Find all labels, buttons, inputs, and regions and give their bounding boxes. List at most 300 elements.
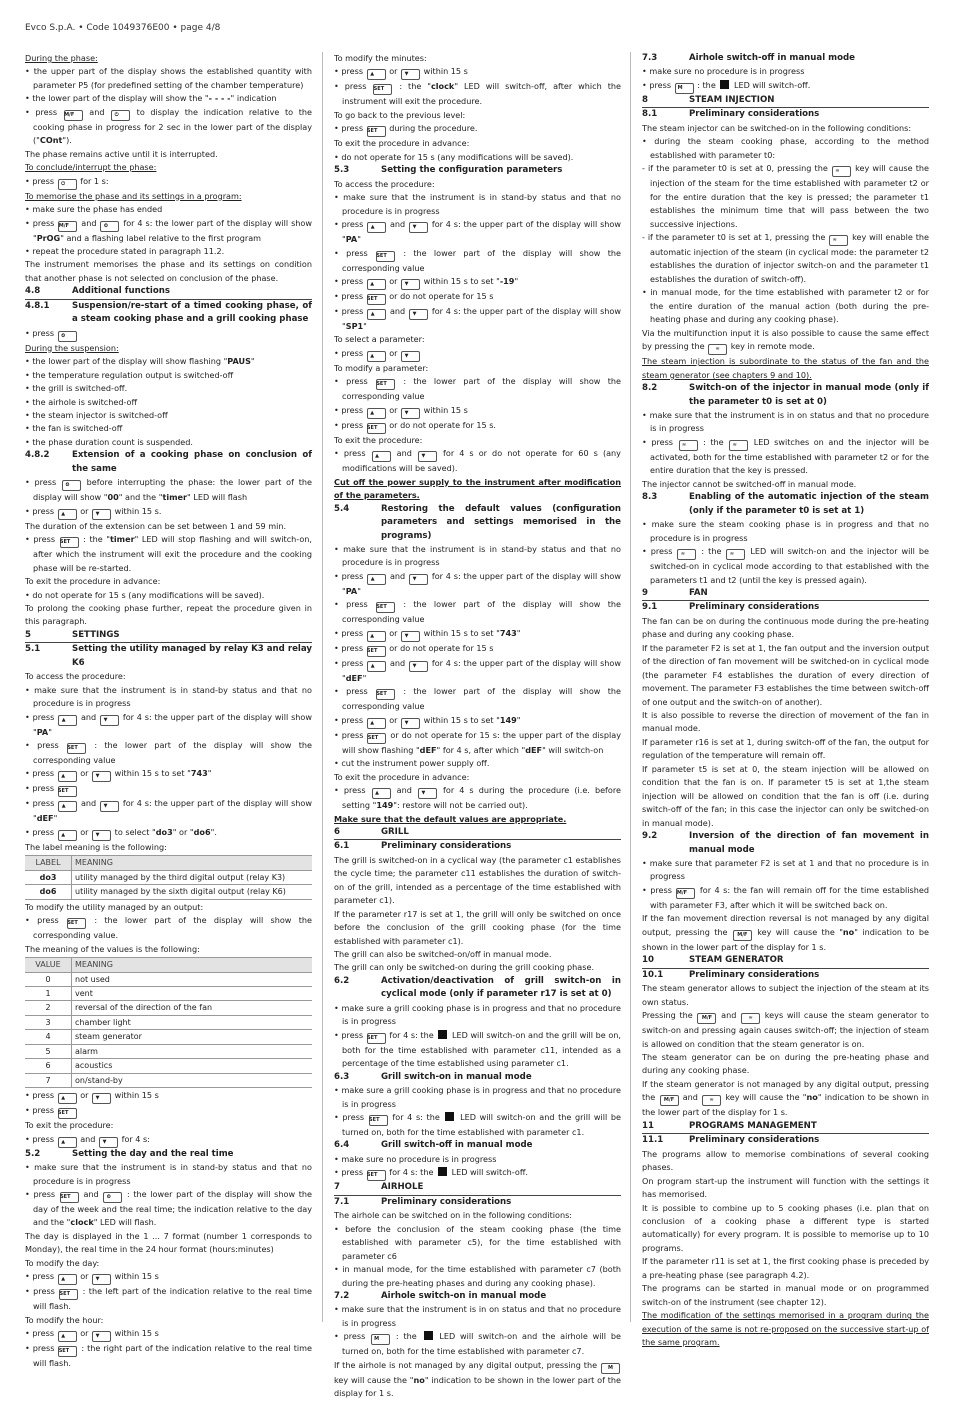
section-heading — [334, 1181, 621, 1195]
section-number: 11.1 — [642, 1135, 664, 1146]
set-key-icon: SET — [367, 423, 386, 434]
section-number: 8.2 — [642, 383, 658, 394]
up-key-icon: ▲ — [367, 309, 386, 320]
steam-key-icon: ≈ — [829, 235, 848, 246]
set-key-icon: SET — [376, 689, 395, 700]
section-title: Grill switch-on in manual mode — [381, 1071, 532, 1082]
section-heading — [642, 52, 929, 65]
bullet-item: • press ▲ or ▼ within 15 s to set "743" — [334, 627, 621, 642]
paragraph: To memorise the phase and its settings in a program: — [25, 190, 242, 201]
section-heading — [25, 1148, 312, 1161]
up-key-icon: ▲ — [58, 801, 77, 812]
bullet-item: • press SET for 4 s: the LED will switch-on and the grill will be turned on, both for the time established with parameter c1. — [334, 1112, 621, 1138]
table-cell: 2 — [25, 1001, 72, 1015]
bullet-item: • make sure that the instrument is in stand-by status and that no procedure is in progress — [25, 684, 312, 709]
bullet-item: • press ▲ and ▼ for 4 s: the upper part of the display will show "PA" — [334, 219, 621, 245]
paragraph: If the airhole is not managed by any digital output, pressing the M key will cause the "no" indication to be shown in the lower part of the display for 1 s. — [334, 1359, 622, 1399]
bullet-item: • press SET or do not operate for 15 s: the upper part of the display will show flashing "dEF" for 4 s, after which "dEF" will switch-on — [334, 729, 621, 755]
bullet-item: • make sure a grill cooking phase is in progress and that no procedure is in progress — [334, 1085, 621, 1109]
bullet-item: • press ▲ and ▼ for 4 s: the upper part of the display will show "PA" — [334, 570, 621, 596]
section-title: Preliminary considerations — [689, 602, 820, 613]
bullet-item: • press ▲ or ▼ to select "do3" or "do6". — [25, 826, 312, 841]
table-cell: acoustics — [72, 1059, 313, 1073]
section-number: 9.1 — [642, 602, 658, 613]
bullet-item: • press SET : the right part of the indication relative to the real time will flash. — [25, 1343, 312, 1369]
bullet-item: • press M/F for 4 s: the fan will remain off for the time established with parameter F3, after which it will be switched back on. — [642, 884, 929, 910]
up-key-icon: ▲ — [58, 830, 77, 841]
set-key-icon: SET — [58, 1346, 77, 1357]
table-row — [25, 1015, 312, 1029]
section-heading — [25, 285, 312, 299]
set-key-icon: SET — [367, 1033, 386, 1044]
section-number: 7.3 — [642, 53, 658, 63]
bullet-item: • press ▲ and ▼ for 4 s or do not operate for 60 s (any modifications will be saved). — [334, 448, 621, 474]
bullet-item: • press ▲ and ▼ for 4 s: the upper part of the display will show "PA" — [25, 711, 312, 737]
bullet-item: • press ▲ or ▼ within 15 s — [25, 1327, 312, 1342]
set-key-icon: SET — [367, 294, 386, 305]
down-key-icon: ▼ — [92, 1093, 111, 1104]
table-header-cell: MEANING — [72, 958, 313, 972]
paragraph: The meaning of the values is the following: — [25, 943, 200, 954]
table-row — [25, 1030, 312, 1044]
section-title: SETTINGS — [72, 629, 120, 640]
set-key-icon: SET — [373, 84, 392, 95]
up-key-icon: ▲ — [58, 715, 77, 726]
down-key-icon: ▼ — [409, 574, 428, 585]
section-title: Inversion of the direction of fan movement in manual mode — [689, 831, 929, 855]
paragraph: The modification of the settings memorised in a program during the execution of the same is not re-proposed on the successive start-up of the same program. — [642, 1310, 929, 1348]
paragraph: If the steam generator is not managed by any digital output, pressing the M/F and ≈ key will cause the "no" indication to be shown in the lower part of the display for 1 s. — [642, 1078, 929, 1118]
table-header-cell: LABEL — [25, 856, 72, 870]
bullet-item: • press M : the LED will switch-off. — [642, 79, 929, 94]
paragraph: To modify the hour: — [25, 1314, 104, 1325]
steam-key-icon: ≈ — [729, 440, 748, 451]
bullet-item: • the airhole is switched-off — [25, 396, 138, 407]
down-key-icon: ▼ — [401, 408, 420, 419]
section-heading — [25, 449, 312, 476]
section-title: Activation/deactivation of grill switch-on in cyclical mode (only if parameter r17 is set at 0) — [381, 975, 621, 1000]
up-key-icon: ▲ — [367, 661, 386, 672]
table-row — [25, 870, 312, 884]
section-number: 4.8 — [25, 286, 41, 297]
up-key-icon: ▲ — [367, 351, 386, 362]
column-right — [642, 52, 929, 1350]
down-key-icon: ▼ — [401, 279, 420, 290]
paragraph: To exit the procedure in advance: — [334, 771, 470, 782]
section-number: 6 — [334, 826, 340, 837]
table-cell: vent — [72, 987, 313, 1001]
bullet-item: • make sure that the instrument is in on status and that no procedure is in progress — [642, 409, 929, 434]
section-title: Enabling of the automatic injection of the steam (only if the parameter t0 is set at 1) — [689, 492, 929, 516]
paragraph: Make sure that the default values are appropriate. — [334, 813, 567, 824]
timer-key-icon: ⏲ — [103, 1192, 122, 1203]
bullet-item: • press ▲ or ▼ within 15 s — [25, 1089, 312, 1104]
steam-key-icon: ≈ — [708, 344, 727, 355]
section-heading — [642, 382, 929, 409]
paragraph: If the parameter F2 is set at 1, the fan output and the inversion output of the direction of fan movement will be switched-on in cyclical mode (the parameter F4 establishes the duration of every direction of movement. The parameter F3 establishes the time between switch-off of one output and the switch-on of another). — [642, 642, 929, 707]
paragraph: On program start-up the instrument will function with the settings it has memorised. — [642, 1175, 929, 1200]
section-title: PROGRAMS MANAGEMENT — [689, 1120, 817, 1131]
section-heading — [642, 94, 929, 108]
down-key-icon: ▼ — [409, 661, 428, 672]
section-number: 11 — [642, 1120, 654, 1131]
section-heading — [25, 643, 312, 670]
down-key-icon: ▼ — [401, 69, 420, 80]
bullet-item: • press ▲ or ▼ within 15 s to set "743" — [25, 767, 312, 782]
section-title: Suspension/re-start of a timed cooking phase, of a steam cooking phase and a grill cooking phase — [72, 300, 312, 325]
bullet-item: • repeat the procedure stated in paragraph 11.2. — [25, 245, 225, 256]
up-key-icon: ▲ — [367, 631, 386, 642]
set-key-icon: SET — [60, 537, 79, 548]
table-cell: 7 — [25, 1073, 72, 1087]
up-key-icon: ▲ — [372, 788, 391, 799]
steam-key-icon: ≈ — [702, 1095, 721, 1106]
section-number: 9 — [642, 587, 648, 598]
steam-key-icon: ≈ — [832, 166, 851, 177]
section-title: AIRHOLE — [381, 1182, 424, 1193]
set-key-icon: SET — [369, 1115, 388, 1126]
power-key-icon: ⏻ — [111, 110, 130, 121]
paragraph: If parameter r16 is set at 1, during switch-off of the fan, the output for regulation of the temperature will remain off. — [642, 736, 929, 761]
section-title: Preliminary considerations — [689, 1135, 820, 1146]
bullet-item: • make sure no procedure is in progress — [642, 66, 805, 77]
bullet-item: • press M : the LED will switch-on and the airhole will be turned on, both for the time established with parameter c7. — [334, 1331, 621, 1357]
up-key-icon: ▲ — [372, 451, 391, 462]
up-key-icon: ▲ — [58, 1331, 77, 1342]
bullet-item: • in manual mode, for the time established with parameter c7 (both during the pre-heating phases and during any cooking phase). — [334, 1264, 621, 1288]
paragraph: The phase remains active until it is interrupted. — [25, 148, 218, 159]
section-title: Grill switch-off in manual mode — [381, 1140, 533, 1151]
bullet-item: • make sure the phase has ended — [25, 204, 163, 215]
set-key-icon: SET — [367, 733, 386, 744]
bullet-item: • press SET : the "clock" LED will switch-off, after which the instrument will exit the procedure. — [334, 81, 621, 107]
section-heading — [25, 300, 312, 327]
paragraph: It is possible to combine up to 5 cooking phases (i.e. plan that on conclusion of a cooking phase a different type is started automatically) for every program. It is possible to memorise up to 10 programs. — [642, 1202, 929, 1253]
section-number: 5.2 — [25, 1148, 41, 1159]
paragraph: Pressing the M/F and ≈ keys will cause the steam generator to switch-on and pressing again causes switch-off; the injection of steam is allowed on condition that the steam generator is on. — [642, 1010, 929, 1049]
section-title: Setting the day and the real time — [72, 1148, 234, 1159]
section-number: 4.8.2 — [25, 450, 50, 461]
section-heading — [642, 969, 929, 982]
airhole-led-icon — [424, 1331, 433, 1340]
section-title: GRILL — [381, 826, 409, 837]
table-row — [25, 1073, 312, 1087]
paragraph: The grill is switched-on in a cyclical way (the parameter c1 establishes the cycle time; the parameter c11 establishes the duration of switch-on of the grill, intended as a percentage of the time established with parameter c1). — [334, 854, 621, 906]
bullet-item: • press ⏻ for 1 s: — [25, 175, 312, 190]
manual-key-icon: M — [371, 1334, 390, 1345]
bullet-item: • make sure that the instrument is in stand-by status and that no procedure is in progress — [25, 1162, 312, 1186]
down-key-icon: ▼ — [418, 451, 437, 462]
down-key-icon: ▼ — [401, 718, 420, 729]
paragraph: To modify the day: — [25, 1257, 100, 1268]
paragraph: To modify a parameter: — [334, 362, 429, 373]
mf-key-icon: M/F — [676, 888, 695, 899]
bullet-item: • press ▲ or ▼ within 15 s — [334, 65, 621, 80]
meaning-table — [25, 957, 312, 1088]
paragraph: To access the procedure: — [25, 671, 126, 682]
bullet-item: • press ⏲ before interrupting the phase: the lower part of the display will show "00" and the "timer" LED will flash — [25, 477, 312, 503]
mf-key-icon: M/F — [64, 110, 83, 121]
down-key-icon: ▼ — [401, 631, 420, 642]
bullet-item: • make sure that parameter F2 is set at 1 and that no procedure is in progress — [642, 858, 929, 882]
table-row — [25, 885, 312, 899]
bullet-item: • press ≈ : the ≈ LED will switch-on and the injector will be switched-on in cyclical mode according to that established with the parameters t1 and t2 (until the key is pressed again). — [642, 546, 929, 585]
up-key-icon: ▲ — [58, 1093, 77, 1104]
bullet-item: • press SET for 4 s: the LED will switch-off. — [334, 1166, 621, 1181]
section-number: 5.4 — [334, 503, 350, 514]
section-number: 6.2 — [334, 975, 350, 986]
bullet-item: • press SET or do not operate for 15 s. — [334, 419, 621, 434]
table-cell: 5 — [25, 1044, 72, 1058]
section-heading — [642, 491, 929, 518]
section-number: 10.1 — [642, 969, 664, 980]
table-cell: 0 — [25, 972, 72, 986]
section-number: 5.3 — [334, 165, 350, 176]
column-middle — [334, 52, 621, 1401]
bullet-item: • press SET during the procedure. — [334, 122, 621, 137]
paragraph: Cut off the power supply to the instrument after modification of the parameters. — [334, 476, 621, 501]
bullet-item: • press SET : the lower part of the display will show the corresponding value — [334, 376, 621, 402]
set-key-icon: SET — [59, 1289, 78, 1300]
table-row — [25, 1044, 312, 1058]
bullet-item: • the steam injector is switched-off — [25, 409, 168, 420]
paragraph: To exit the procedure in advance: — [334, 138, 470, 149]
section-heading — [642, 587, 929, 601]
up-key-icon: ▲ — [367, 408, 386, 419]
bullet-item: • make sure the steam cooking phase is in progress and that no procedure is in progress — [642, 519, 929, 543]
set-key-icon: SET — [367, 126, 386, 137]
set-key-icon: SET — [376, 602, 395, 613]
meaning-table — [25, 855, 312, 899]
paragraph: During the phase: — [25, 53, 98, 63]
paragraph: The steam generator can be on during the pre-heating phase and during any cooking phase. — [642, 1052, 929, 1076]
bullet-item: • make sure that the instrument is in stand-by status and that no procedure is in progress — [334, 192, 621, 216]
bullet-item: • make sure no procedure is in progress — [334, 1153, 497, 1164]
paragraph: The instrument memorises the phase and its settings on condition that another phase is not selected on conclusion of the phase. — [25, 259, 312, 283]
section-heading — [642, 954, 929, 968]
set-key-icon: SET — [67, 918, 86, 929]
bullet-item: • the temperature regulation output is switched-off — [25, 369, 234, 380]
paragraph: To conclude/interrupt the phase: — [25, 162, 157, 173]
table-row — [25, 987, 312, 1001]
section-number: 6.1 — [334, 841, 350, 852]
section-number: 7 — [334, 1182, 340, 1193]
table-cell: do3 — [25, 870, 72, 884]
bullet-item: • before the conclusion of the steam cooking phase (the time established with parameter c5), for the time established with parameter c6 — [334, 1223, 621, 1261]
set-key-icon: SET — [376, 379, 395, 390]
section-heading — [334, 503, 621, 543]
table-cell: alarm — [72, 1044, 313, 1058]
grill-led-icon — [438, 1030, 447, 1039]
section-heading — [334, 826, 621, 840]
paragraph: The steam injection is subordinate to the status of the fan and the steam generator (see chapters 9 and 10). — [642, 356, 929, 380]
paragraph: The day is displayed in the 1 ... 7 format (number 1 corresponds to Monday), the real time in the 24 hour format (hours:minutes) — [25, 1230, 312, 1255]
section-heading — [334, 1071, 621, 1084]
paragraph: To select a parameter: — [334, 334, 425, 345]
paragraph: If the fan movement direction reversal is not managed by any digital output, pressing the M/F key will cause the "no" indication to be shown in the lower part of the display for 1 s. — [642, 913, 929, 952]
column-left — [25, 52, 312, 1371]
down-key-icon: ▼ — [100, 801, 119, 812]
paragraph: To exit the procedure: — [334, 434, 423, 445]
up-key-icon: ▲ — [58, 1274, 77, 1285]
bullet-item: - if the parameter t0 is set at 0, pressing the ≈ key will cause the injection of the steam for the time established with parameter t2 or for the entire duration that the key is pressed; the parameter t1 establishes the minimum time that will pass between the two successive injections. — [642, 163, 929, 229]
section-number: 9.2 — [642, 831, 658, 842]
bullet-item: • press SET — [25, 1104, 312, 1119]
table-header-cell: VALUE — [25, 958, 72, 972]
paragraph: The grill can also be switched-on/off in manual mode. — [334, 949, 552, 960]
section-number: 5 — [25, 629, 31, 640]
table-header-cell: MEANING — [72, 856, 313, 870]
bullet-item: • press SET : the "timer" LED will stop flashing and will switch-on, after which the instrument will exit the procedure and the cooking phase will be re-started. — [25, 534, 312, 573]
section-title: STEAM GENERATOR — [689, 955, 784, 966]
column-divider — [630, 52, 631, 1322]
section-heading — [642, 108, 929, 121]
table-row — [25, 972, 312, 986]
bullet-item: • press SET : the lower part of the display will show the corresponding value — [25, 740, 312, 766]
up-key-icon: ▲ — [58, 509, 77, 520]
set-key-icon: SET — [376, 251, 395, 262]
up-key-icon: ▲ — [58, 771, 77, 782]
bullet-item: • press ▲ or ▼ within 15 s. — [25, 505, 312, 520]
bullet-item: • press SET for 4 s: the LED will switch-on and the grill will be on, both for the time established with parameter c11, intended as a percentage of the time established using parameter c1. — [334, 1029, 621, 1069]
paragraph: The programs allow to memorise combinations of several cooking phases. — [642, 1148, 929, 1173]
set-key-icon: SET — [58, 1108, 77, 1119]
bullet-item: • press M/F and ⏻ to display the indication relative to the cooking phase in progress for 2 sec in the lower part of the display ("COnt"). — [25, 106, 312, 146]
section-number: 7.2 — [334, 1291, 350, 1301]
section-heading — [334, 164, 621, 177]
section-heading — [642, 830, 929, 857]
paragraph: The airhole can be switched on in the following conditions: — [334, 1210, 573, 1221]
up-key-icon: ▲ — [367, 574, 386, 585]
steam-key-icon: ≈ — [741, 1013, 760, 1024]
section-title: Additional functions — [72, 286, 170, 297]
mf-key-icon: M/F — [660, 1095, 679, 1106]
bullet-item: • make sure a grill cooking phase is in progress and that no procedure is in progress — [334, 1002, 621, 1027]
table-cell: chamber light — [72, 1015, 313, 1029]
set-key-icon: SET — [60, 1192, 79, 1203]
steam-key-icon: ≈ — [677, 549, 696, 560]
bullet-item: • make sure that the instrument is in on status and that no procedure is in progress — [334, 1304, 621, 1328]
set-key-icon: SET — [67, 743, 86, 754]
down-key-icon: ▼ — [418, 788, 437, 799]
table-cell: 4 — [25, 1030, 72, 1044]
bullet-item: • press SET : the lower part of the display will show the corresponding value — [334, 247, 621, 273]
section-heading — [25, 629, 312, 643]
up-key-icon: ▲ — [367, 222, 386, 233]
section-title: Preliminary considerations — [381, 1196, 512, 1207]
section-heading — [334, 1290, 621, 1303]
section-heading — [334, 1196, 621, 1209]
section-title: Airhole switch-on in manual mode — [381, 1291, 547, 1301]
section-title: STEAM INJECTION — [689, 94, 775, 105]
paragraph: To modify the utility managed by an output: — [25, 901, 204, 912]
bullet-item: • press SET : the left part of the indication relative to the real time will flash. — [25, 1286, 312, 1312]
section-number: 10 — [642, 955, 654, 966]
down-key-icon: ▼ — [92, 771, 111, 782]
paragraph: The grill can only be switched-on during the grill cooking phase. — [334, 962, 595, 973]
paragraph: If the parameter r17 is set at 1, the grill will only be switched on once before the conclusion of the grill cooking phase (for the time established with parameter c1). — [334, 908, 621, 946]
set-key-icon: SET — [367, 1170, 386, 1181]
airhole-led-icon — [720, 80, 729, 89]
bullet-item: • make sure that the instrument is in stand-by status and that no procedure is in progress — [334, 543, 621, 568]
section-heading — [334, 1139, 621, 1152]
bullet-item: • press SET : the lower part of the display will show the corresponding value — [334, 599, 621, 625]
table-cell: 6 — [25, 1059, 72, 1073]
up-key-icon: ▲ — [367, 279, 386, 290]
bullet-item: • do not operate for 15 s (any modifications will be saved). — [334, 151, 574, 162]
section-title: Airhole switch-off in manual mode — [689, 53, 855, 63]
section-heading — [334, 840, 621, 853]
table-cell: reversal of the direction of the fan — [72, 1001, 313, 1015]
paragraph: The steam generator allows to subject the injection of the steam at its own status. — [642, 983, 929, 1007]
section-title: Restoring the default values (configuration parameters and settings memorised in the programs) — [381, 503, 621, 541]
section-title: Setting the configuration parameters — [381, 165, 563, 176]
down-key-icon: ▼ — [100, 715, 119, 726]
table-cell: 3 — [25, 1015, 72, 1029]
bullet-item: - if the parameter t0 is set at 1, pressing the ≈ key will enable the automatic injection of the steam (in cyclical mode: the parameter t2 establishes the duration of injector switch-on and the parameter t1 establishes the duration of switch-off). — [642, 231, 930, 284]
table-cell: utility managed by the third digital output (relay K3) — [72, 870, 313, 884]
paragraph: To modify the minutes: — [334, 53, 427, 63]
table-row — [25, 1001, 312, 1015]
paragraph: It is also possible to reverse the direction of movement of the fan in manual mode. — [642, 710, 929, 734]
paragraph: If the parameter r11 is set at 1, the first cooking phase is preceded by a pre-heating phase (see paragraph 4.2). — [642, 1256, 929, 1280]
manual-key-icon: M — [675, 83, 694, 94]
set-key-icon: SET — [58, 786, 77, 797]
bullet-item: • press ▲ and ▼ for 4 s: the upper part of the display will show "dEF" — [334, 657, 621, 683]
bullet-item: • the upper part of the display shows the established quantity with parameter P5 (for predefined setting of the chamber temperature) — [25, 66, 312, 90]
table-row — [25, 1059, 312, 1073]
paragraph: The fan can be on during the continuous mode during the pre-heating phase and during any cooking phase. — [642, 615, 929, 640]
column-divider — [322, 52, 323, 1322]
bullet-item: • the lower part of the display will show flashing "PAUS" — [25, 356, 255, 367]
section-heading — [642, 601, 929, 614]
paragraph: If parameter t5 is set at 0, the steam injection will be allowed on condition that the fan is on. If parameter t5 is set at 1,the steam injection will be allowed on condition that the fan is off (i.e. during switch-off of the fan; in this case the injector can only be switched-on in manual mode). — [642, 763, 929, 828]
paragraph: To exit the procedure: — [25, 1120, 114, 1131]
bullet-item: • cut the instrument power supply off. — [334, 758, 490, 769]
bullet-item: • press ▲ or ▼ within 15 s to set "-19" — [334, 275, 621, 290]
section-title: Setting the utility managed by relay K3 and relay K6 — [72, 644, 312, 668]
section-number: 8.1 — [642, 109, 658, 120]
bullet-item: • press ▲ or ▼ within 15 s — [25, 1270, 312, 1285]
timer-key-icon: ⏲ — [100, 221, 119, 232]
grill-led-icon — [445, 1112, 454, 1121]
paragraph: To prolong the cooking phase further, repeat the procedure given in this paragraph. — [25, 602, 312, 627]
section-number: 5.1 — [25, 644, 41, 655]
bullet-item: • press ▲ and ▼ for 4 s during the procedure (i.e. before setting "149": restore will not be carried out). — [334, 785, 621, 811]
down-key-icon: ▼ — [92, 830, 111, 841]
section-number: 6.3 — [334, 1071, 350, 1082]
bullet-item: • do not operate for 15 s (any modifications will be saved). — [25, 589, 265, 600]
up-key-icon: ▲ — [367, 718, 386, 729]
bullet-item: • press ▲ and ▼ for 4 s: the upper part of the display will show "SP1" — [334, 305, 621, 331]
bullet-item: • press SET and ⏲ : the lower part of the display will show the day of the week and the real time; the indication relative to the day and the "clock" LED will flash. — [25, 1189, 313, 1228]
bullet-item: • the fan is switched-off — [25, 423, 123, 434]
bullet-item: • press ▲ or ▼ within 15 s — [334, 404, 621, 419]
mf-key-icon: M/F — [697, 1013, 716, 1024]
down-key-icon: ▼ — [92, 1331, 111, 1342]
section-number: 6.4 — [334, 1140, 350, 1151]
mf-key-icon: M/F — [733, 930, 752, 941]
table-cell: not used — [72, 972, 313, 986]
bullet-item: • press ▲ and ▼ for 4 s: the upper part of the display will show "dEF" — [25, 798, 312, 824]
bullet-item: • press ▲ or ▼ — [334, 347, 621, 362]
down-key-icon: ▼ — [92, 1274, 111, 1285]
bullet-item: • press ▲ and ▼ for 4 s: — [25, 1133, 312, 1148]
paragraph: To access the procedure: — [334, 178, 435, 189]
bullet-item: • press ≈ : the ≈ LED switches on and the injector will be activated, both for the time established with parameter t2 or for the entire duration that the key is pressed. — [642, 436, 930, 476]
manual-key-icon: M — [601, 1363, 620, 1374]
down-key-icon: ▼ — [92, 509, 111, 520]
